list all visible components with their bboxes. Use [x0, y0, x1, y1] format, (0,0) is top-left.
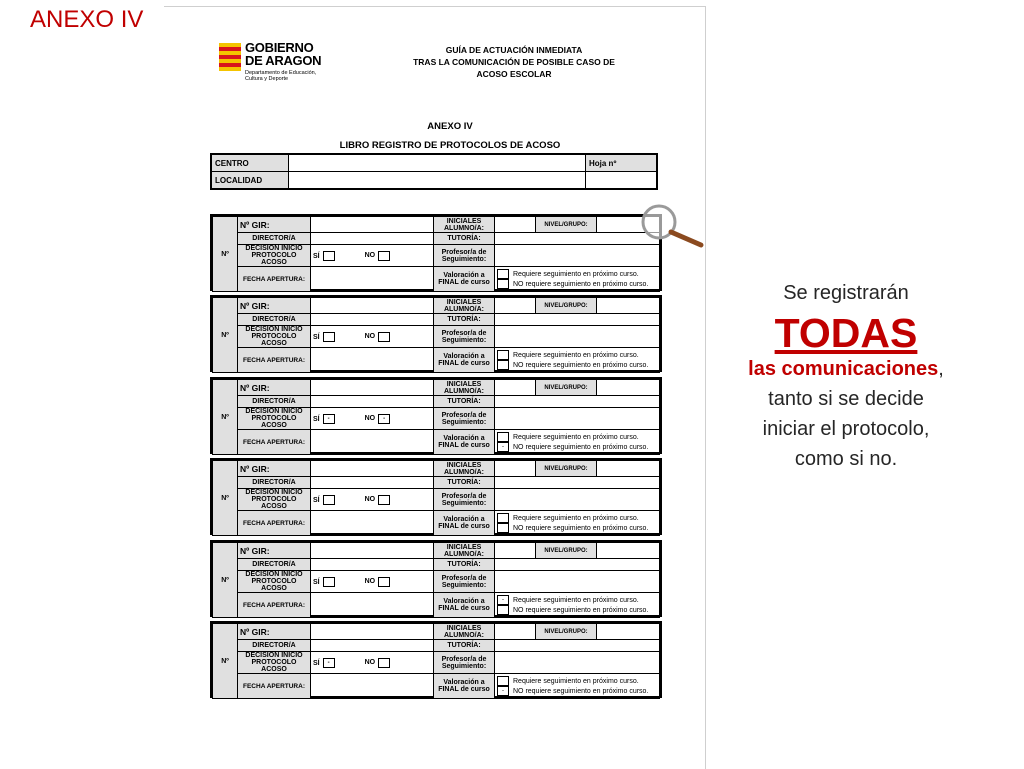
no-checkbox[interactable]: [378, 658, 390, 668]
profesor-label-2: Seguimiento:: [441, 662, 487, 670]
decision-options: [311, 245, 434, 267]
gir-value: [311, 624, 434, 640]
no-checkbox[interactable]: [378, 495, 390, 505]
no-checkbox[interactable]: -: [378, 414, 390, 424]
no-requiere-label: NO requiere seguimiento en próximo curso.: [513, 687, 649, 695]
gir-value: [311, 461, 434, 477]
profesor-label-2: Seguimiento:: [441, 499, 487, 507]
tutoria-label: TUTORÍA:: [434, 477, 495, 489]
tutoria-value: [495, 477, 660, 489]
requiere-checkbox[interactable]: [497, 350, 509, 360]
nivel-value: [597, 380, 660, 396]
document-header: [394, 44, 634, 80]
logo-dept-line1: Departamento de Educación,: [245, 70, 317, 76]
gir-value: [311, 380, 434, 396]
iniciales-value: [495, 624, 536, 640]
tutoria-value: [495, 233, 660, 245]
profesor-value: [495, 245, 660, 267]
no-requiere-label: NO requiere seguimiento en próximo curso.: [513, 443, 649, 451]
logo-name-line2: DE ARAGON: [245, 53, 322, 68]
no-label: NO: [364, 496, 376, 504]
decision-options: [311, 408, 434, 430]
callout-line6: como si no.: [794, 448, 898, 470]
profesor-label-1: Profesor/a de: [441, 574, 487, 582]
iniciales-value: [495, 380, 536, 396]
iniciales-label-2: ALUMNO/A:: [443, 224, 485, 232]
fecha-label: FECHA APERTURA:: [238, 511, 311, 536]
requiere-label: Requiere seguimiento en próximo curso.: [513, 270, 639, 278]
gir-label: Nº GIR:: [238, 217, 311, 233]
iniciales-label-2: ALUMNO/A:: [443, 550, 485, 558]
requiere-label: Requiere seguimiento en próximo curso.: [513, 351, 639, 359]
record-block: [210, 214, 662, 291]
no-label: NO: [364, 578, 376, 586]
no-checkbox[interactable]: [378, 332, 390, 342]
no-requiere-label: NO requiere seguimiento en próximo curso.: [513, 280, 649, 288]
iniciales-value: [495, 217, 536, 233]
callout-line4: tanto si se decide: [768, 388, 924, 410]
doc-header-line2: TRAS LA COMUNICACIÓN DE POSIBLE CASO DE: [413, 57, 615, 67]
profesor-value: [495, 408, 660, 430]
nivel-value: [597, 543, 660, 559]
record-block: [210, 458, 662, 535]
fecha-label: FECHA APERTURA:: [238, 674, 311, 699]
no-label: NO: [364, 252, 376, 260]
gir-value: [311, 298, 434, 314]
record-block: [210, 377, 662, 454]
valoracion-label-1: Valoración a: [443, 272, 485, 279]
requiere-checkbox[interactable]: [497, 513, 509, 523]
directora-label: DIRECTOR/A: [238, 477, 311, 489]
localidad-value: [289, 172, 586, 190]
decision-options: [311, 571, 434, 593]
nivel-value: [597, 298, 660, 314]
valoracion-label-2: FINAL de curso: [438, 360, 490, 367]
nivel-label: NIVEL/GRUPO:: [536, 624, 597, 640]
decision-label-1: DECISIÓN INICIO: [245, 245, 303, 252]
directora-label: DIRECTOR/A: [238, 314, 311, 326]
directora-label: DIRECTOR/A: [238, 640, 311, 652]
callout-line5: iniciar el protocolo,: [762, 418, 930, 440]
gir-value: [311, 543, 434, 559]
record-table: [212, 460, 660, 536]
iniciales-label-1: INICIALES: [446, 461, 482, 469]
fecha-label: FECHA APERTURA:: [238, 593, 311, 618]
tutoria-label: TUTORÍA:: [434, 559, 495, 571]
fecha-value: [311, 593, 434, 618]
logo-dept-line2: Cultura y Deporte: [245, 76, 289, 82]
callout-line3-bold: las comunicaciones: [748, 358, 939, 380]
doc-header-line1: GUÍA DE ACTUACIÓN INMEDIATA: [445, 45, 583, 55]
no-label: NO: [364, 659, 376, 667]
profesor-label-2: Seguimiento:: [441, 255, 487, 263]
iniciales-label-2: ALUMNO/A:: [443, 387, 485, 395]
no-checkbox[interactable]: [378, 577, 390, 587]
valoracion-label-1: Valoración a: [443, 598, 485, 605]
si-label: SÍ: [313, 659, 320, 667]
si-checkbox[interactable]: -: [323, 658, 335, 668]
iniciales-value: [495, 298, 536, 314]
requiere-checkbox[interactable]: [497, 269, 509, 279]
requiere-checkbox[interactable]: [497, 432, 509, 442]
no-requiere-checkbox[interactable]: [497, 279, 509, 289]
doc-title-line2: LIBRO REGISTRO DE PROTOCOLOS DE ACOSO: [339, 140, 561, 151]
decision-label-1: DECISIÓN INICIO: [245, 571, 303, 578]
tutoria-value: [495, 396, 660, 408]
requiere-label: Requiere seguimiento en próximo curso.: [513, 514, 639, 522]
decision-label-2: PROTOCOLO ACOSO: [251, 578, 297, 592]
localidad-label: LOCALIDAD: [211, 172, 289, 190]
decision-label-2: PROTOCOLO ACOSO: [251, 415, 297, 429]
iniciales-label-1: INICIALES: [446, 380, 482, 388]
gir-label: Nº GIR:: [238, 380, 311, 396]
iniciales-label-1: INICIALES: [446, 217, 482, 225]
no-label: NO: [364, 415, 376, 423]
profesor-label-1: Profesor/a de: [441, 655, 487, 663]
record-number-label: Nº: [213, 624, 238, 699]
fecha-label: FECHA APERTURA:: [238, 348, 311, 373]
iniciales-label-1: INICIALES: [446, 624, 482, 632]
no-requiere-checkbox[interactable]: [497, 605, 509, 615]
nivel-label: NIVEL/GRUPO:: [536, 217, 597, 233]
profesor-value: [495, 571, 660, 593]
no-label: NO: [364, 333, 376, 341]
record-table: [212, 216, 660, 292]
requiere-label: Requiere seguimiento en próximo curso.: [513, 596, 639, 604]
decision-options: [311, 489, 434, 511]
si-label: SÍ: [313, 333, 320, 341]
valoracion-label-1: Valoración a: [443, 435, 485, 442]
directora-value: [311, 314, 434, 326]
record-number-label: Nº: [213, 298, 238, 373]
valoracion-label-1: Valoración a: [443, 353, 485, 360]
profesor-value: [495, 326, 660, 348]
record-block: [210, 295, 662, 372]
no-requiere-label: NO requiere seguimiento en próximo curso.: [513, 361, 649, 369]
iniciales-label-1: INICIALES: [446, 543, 482, 551]
hoja-label: Hoja nº: [586, 154, 658, 172]
si-checkbox[interactable]: -: [323, 414, 335, 424]
nivel-value: [597, 624, 660, 640]
directora-label: DIRECTOR/A: [238, 559, 311, 571]
record-table: [212, 623, 660, 699]
gir-label: Nº GIR:: [238, 624, 311, 640]
requiere-checkbox[interactable]: [497, 676, 509, 686]
fecha-value: [311, 267, 434, 292]
callout-line3-rest: ,: [938, 358, 944, 380]
fecha-value: [311, 348, 434, 373]
fecha-label: FECHA APERTURA:: [238, 267, 311, 292]
decision-label-1: DECISIÓN INICIO: [245, 408, 303, 415]
iniciales-value: [495, 543, 536, 559]
magnifier-icon: [638, 203, 708, 251]
decision-label-1: DECISIÓN INICIO: [245, 652, 303, 659]
requiere-checkbox[interactable]: -: [497, 595, 509, 605]
profesor-label-2: Seguimiento:: [441, 336, 487, 344]
nivel-label: NIVEL/GRUPO:: [536, 298, 597, 314]
callout-line1: Se registrarán: [783, 282, 909, 304]
document-title: [289, 117, 611, 155]
nivel-label: NIVEL/GRUPO:: [536, 380, 597, 396]
gir-value: [311, 217, 434, 233]
record-number-label: Nº: [213, 543, 238, 618]
directora-value: [311, 477, 434, 489]
directora-value: [311, 233, 434, 245]
profesor-label-2: Seguimiento:: [441, 418, 487, 426]
decision-label-2: PROTOCOLO ACOSO: [251, 659, 297, 673]
gobierno-aragon-logo: [219, 41, 339, 89]
tutoria-value: [495, 559, 660, 571]
gir-label: Nº GIR:: [238, 298, 311, 314]
directora-label: DIRECTOR/A: [238, 396, 311, 408]
document-page: [164, 6, 706, 769]
si-label: SÍ: [313, 252, 320, 260]
record-table: [212, 379, 660, 455]
profesor-value: [495, 652, 660, 674]
centro-table: [210, 153, 658, 190]
iniciales-label-2: ALUMNO/A:: [443, 631, 485, 639]
tutoria-value: [495, 640, 660, 652]
si-label: SÍ: [313, 415, 320, 423]
gir-label: Nº GIR:: [238, 543, 311, 559]
requiere-label: Requiere seguimiento en próximo curso.: [513, 433, 639, 441]
no-requiere-label: NO requiere seguimiento en próximo curso.: [513, 524, 649, 532]
record-table: [212, 297, 660, 373]
profesor-label-1: Profesor/a de: [441, 492, 487, 500]
no-requiere-checkbox[interactable]: [497, 360, 509, 370]
tutoria-value: [495, 314, 660, 326]
decision-options: [311, 326, 434, 348]
decision-options: [311, 652, 434, 674]
profesor-label-2: Seguimiento:: [441, 581, 487, 589]
no-checkbox[interactable]: [378, 251, 390, 261]
tutoria-label: TUTORÍA:: [434, 640, 495, 652]
decision-label-1: DECISIÓN INICIO: [245, 489, 303, 496]
nivel-value: [597, 461, 660, 477]
si-checkbox[interactable]: [323, 251, 335, 261]
tutoria-label: TUTORÍA:: [434, 233, 495, 245]
valoracion-label-2: FINAL de curso: [438, 523, 490, 530]
slide-title: ANEXO IV: [30, 6, 144, 33]
no-requiere-checkbox[interactable]: -: [497, 686, 509, 696]
si-checkbox[interactable]: [323, 332, 335, 342]
fecha-value: [311, 511, 434, 536]
decision-label-2: PROTOCOLO ACOSO: [251, 333, 297, 347]
record-block: [210, 621, 662, 698]
profesor-label-1: Profesor/a de: [441, 329, 487, 337]
fecha-value: [311, 430, 434, 455]
record-table: [212, 542, 660, 618]
fecha-value: [311, 674, 434, 699]
valoracion-label-2: FINAL de curso: [438, 605, 490, 612]
valoracion-label-2: FINAL de curso: [438, 442, 490, 449]
directora-value: [311, 640, 434, 652]
fecha-label: FECHA APERTURA:: [238, 430, 311, 455]
iniciales-value: [495, 461, 536, 477]
nivel-label: NIVEL/GRUPO:: [536, 461, 597, 477]
logo-name-line1: GOBIERNO: [245, 40, 314, 55]
profesor-label-1: Profesor/a de: [441, 248, 487, 256]
profesor-label-1: Profesor/a de: [441, 411, 487, 419]
record-number-label: Nº: [213, 461, 238, 536]
profesor-value: [495, 489, 660, 511]
doc-header-line3: ACOSO ESCOLAR: [476, 69, 552, 79]
record-number-label: Nº: [213, 380, 238, 455]
iniciales-label-2: ALUMNO/A:: [443, 468, 485, 476]
decision-label-2: PROTOCOLO ACOSO: [251, 496, 297, 510]
no-requiere-label: NO requiere seguimiento en próximo curso.: [513, 606, 649, 614]
si-label: SÍ: [313, 578, 320, 586]
si-checkbox[interactable]: [323, 495, 335, 505]
centro-value: [289, 154, 586, 172]
directora-label: DIRECTOR/A: [238, 233, 311, 245]
valoracion-label-1: Valoración a: [443, 516, 485, 523]
record-block: [210, 540, 662, 617]
aragon-flag-icon: [219, 43, 241, 71]
iniciales-label-2: ALUMNO/A:: [443, 305, 485, 313]
hoja-value: [586, 172, 658, 190]
directora-value: [311, 396, 434, 408]
centro-label: CENTRO: [211, 154, 289, 172]
directora-value: [311, 559, 434, 571]
decision-label-2: PROTOCOLO ACOSO: [251, 252, 297, 266]
callout-emphasis: TODAS: [774, 310, 918, 356]
record-number-label: Nº: [213, 217, 238, 292]
doc-title-line1: ANEXO IV: [427, 121, 473, 132]
valoracion-label-2: FINAL de curso: [438, 279, 490, 286]
no-requiere-checkbox[interactable]: [497, 523, 509, 533]
si-label: SÍ: [313, 496, 320, 504]
valoracion-label-1: Valoración a: [443, 679, 485, 686]
tutoria-label: TUTORÍA:: [434, 396, 495, 408]
si-checkbox[interactable]: [323, 577, 335, 587]
valoracion-label-2: FINAL de curso: [438, 686, 490, 693]
nivel-label: NIVEL/GRUPO:: [536, 543, 597, 559]
callout-text: [730, 278, 962, 474]
tutoria-label: TUTORÍA:: [434, 314, 495, 326]
requiere-label: Requiere seguimiento en próximo curso.: [513, 677, 639, 685]
gir-label: Nº GIR:: [238, 461, 311, 477]
decision-label-1: DECISIÓN INICIO: [245, 326, 303, 333]
no-requiere-checkbox[interactable]: -: [497, 442, 509, 452]
iniciales-label-1: INICIALES: [446, 298, 482, 306]
